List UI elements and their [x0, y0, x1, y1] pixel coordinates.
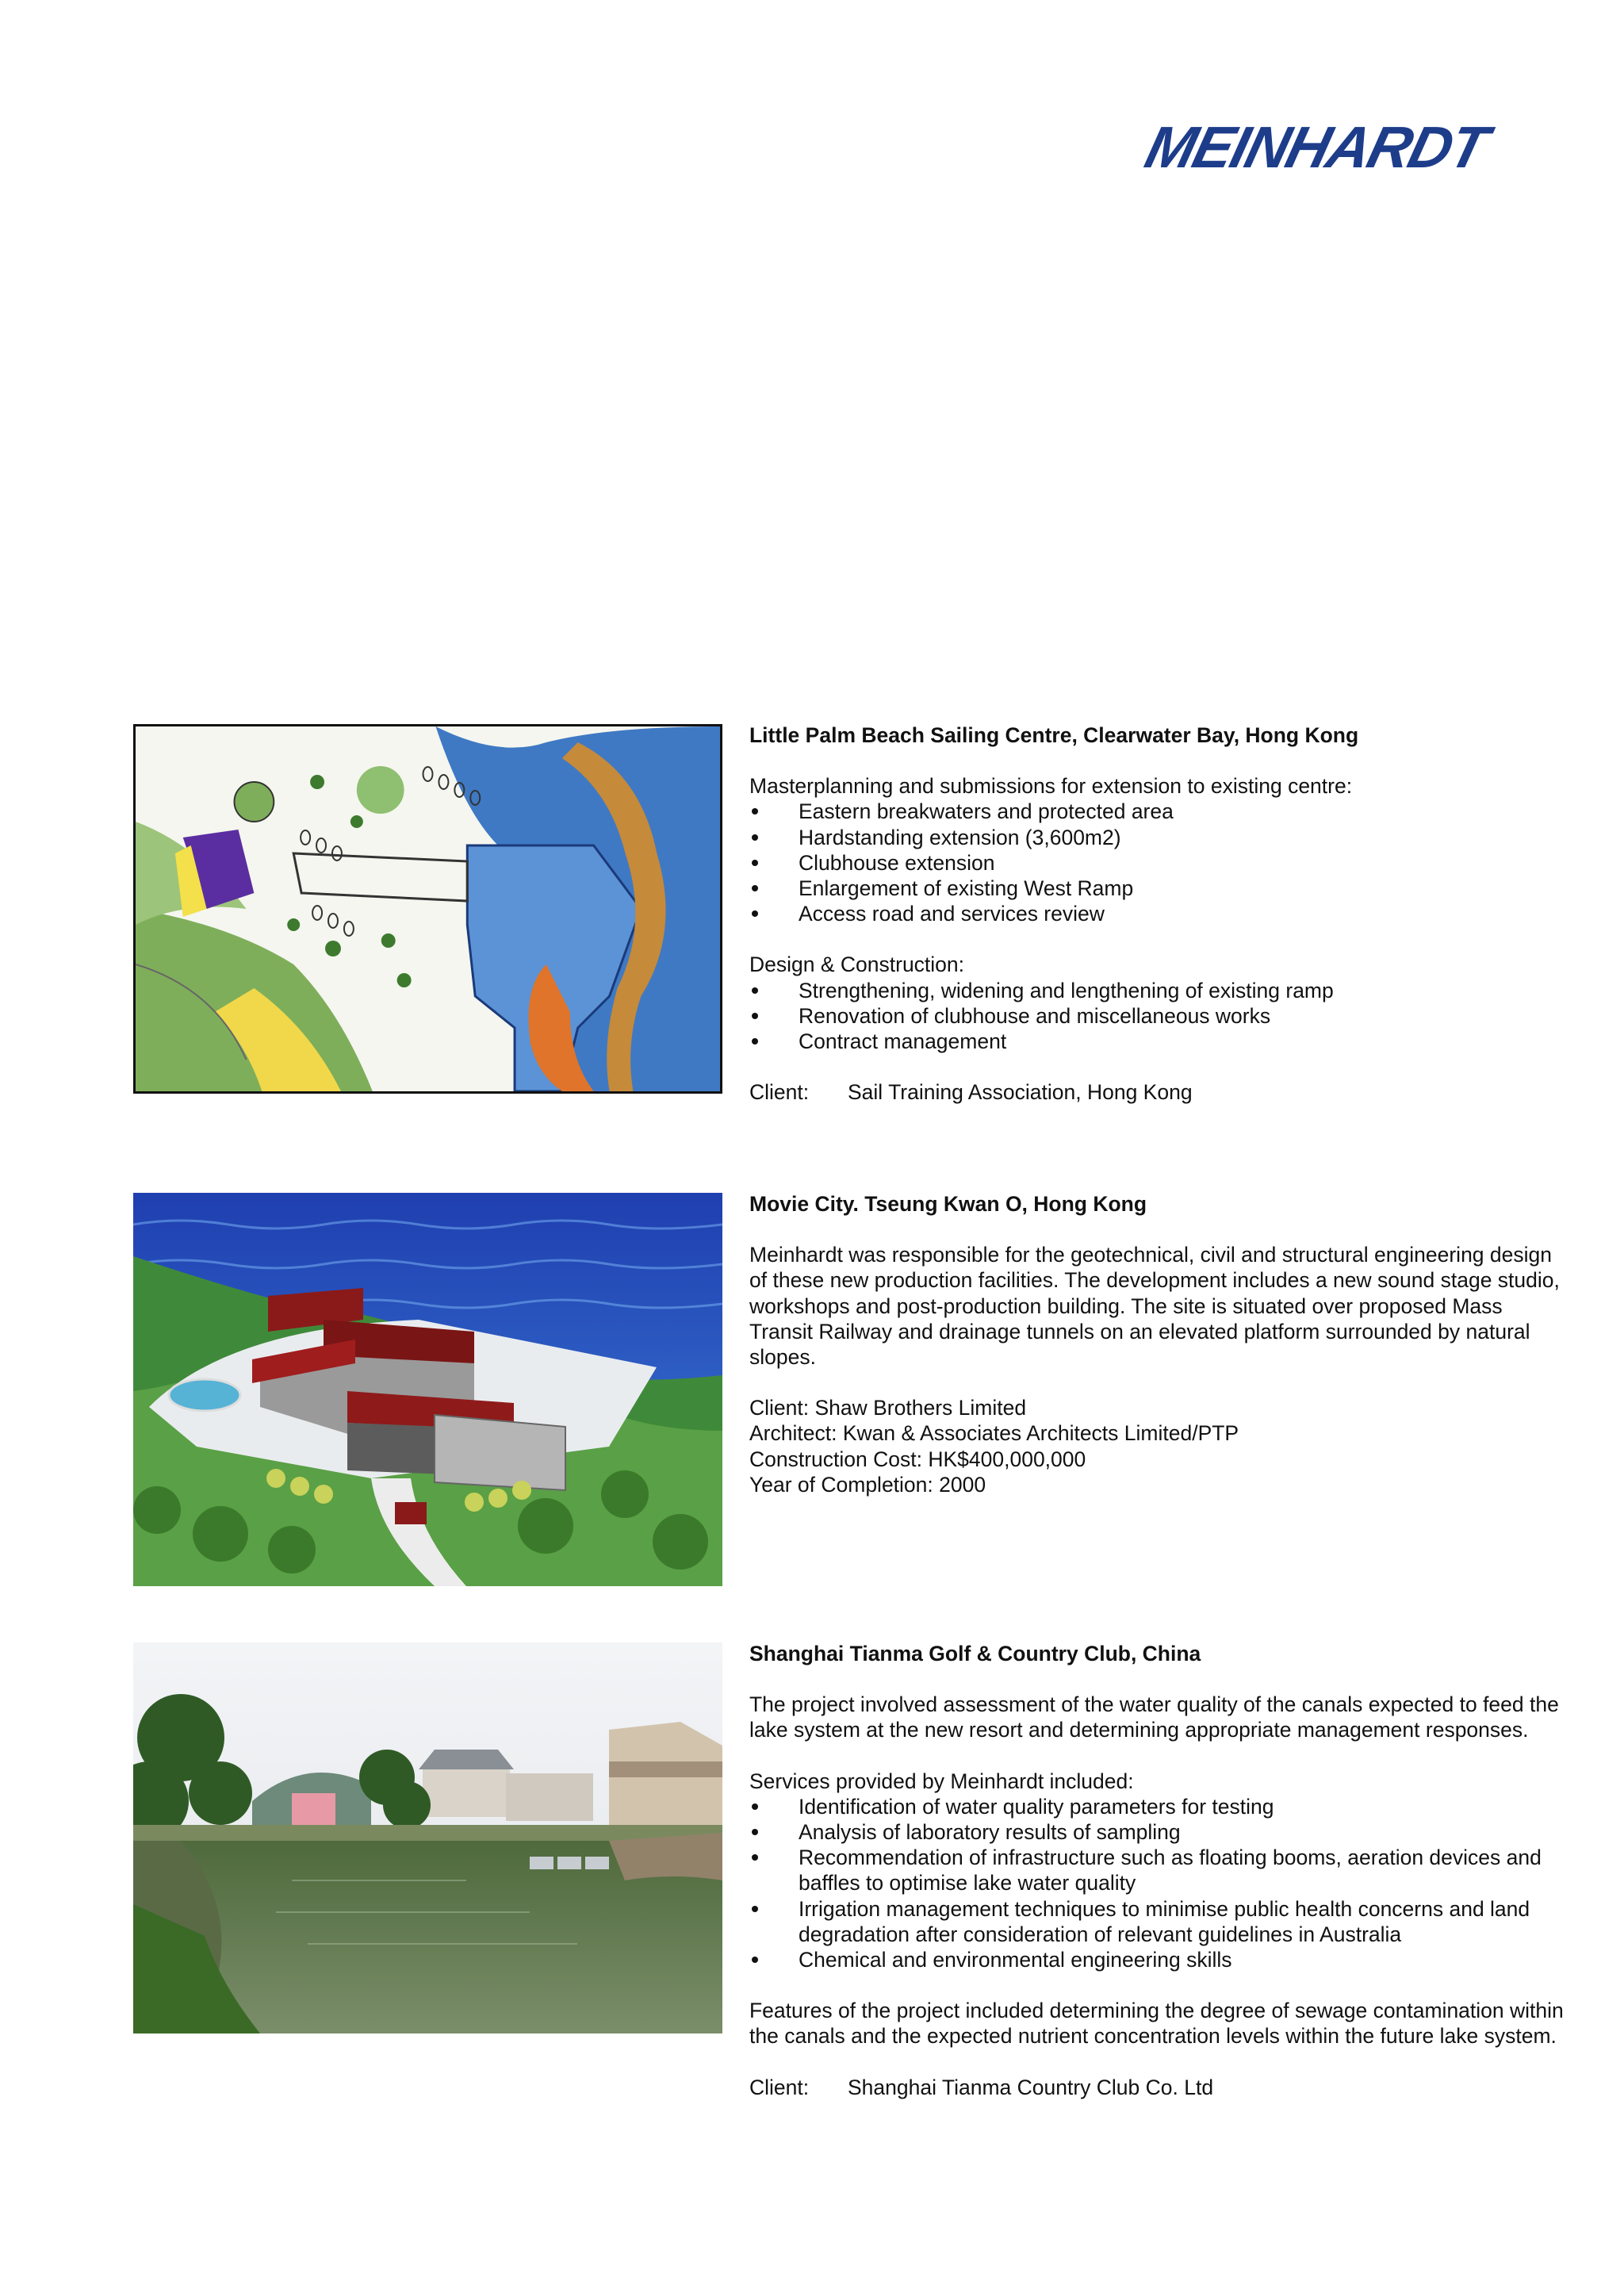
list-item: Hardstanding extension (3,600m2) [749, 825, 1566, 850]
bullet-list [749, 978, 1566, 1055]
client-value: Sail Training Association, Hong Kong [848, 1080, 1193, 1105]
list-item: Clubhouse extension [749, 850, 1566, 876]
movie-city-rendering-image [133, 1193, 722, 1586]
section-heading: Masterplanning and submissions for extension to existing centre: [749, 774, 1353, 799]
client-row [749, 2075, 1566, 2100]
list-item: Identification of water quality parameters for testing [749, 1794, 1566, 1819]
detail-year-of-completion: Year of Completion: 2000 [749, 1472, 986, 1497]
bullet-list [749, 1794, 1566, 1972]
sailing-centre-plan-image [133, 724, 722, 1094]
services-heading: Services provided by Meinhardt included: [749, 1769, 1134, 1793]
list-item: Contract management [749, 1029, 1566, 1054]
list-item: Eastern breakwaters and protected area [749, 799, 1566, 824]
project-tianma-golf [749, 1641, 1566, 2100]
project-title: Shanghai Tianma Golf & Country Club, China [749, 1642, 1201, 1665]
client-label: Client: [749, 2075, 810, 2099]
list-item: Strengthening, widening and lengthening of existing ramp [749, 978, 1566, 1003]
project-details [749, 1395, 1566, 1497]
client-label: Client: [749, 1080, 810, 1105]
section-heading: Design & Construction: [749, 953, 965, 977]
project-features: Features of the project included determining the degree of sewage contamination within the canals and the expected nutrient concentration levels within the future lake system. [749, 1999, 1564, 2049]
project-title: Little Palm Beach Sailing Centre, Clearwater Bay, Hong Kong [749, 723, 1359, 747]
tianma-canal-photo [133, 1642, 722, 2033]
project-title: Movie City. Tseung Kwan O, Hong Kong [749, 1192, 1147, 1216]
project-sailing-centre [749, 723, 1566, 1105]
detail-construction-cost: Construction Cost: HK$400,000,000 [749, 1447, 1086, 1471]
project-movie-city [749, 1191, 1566, 1497]
list-item: Recommendation of infrastructure such as floating booms, aeration devices and baffles to optimise lake water quality [749, 1845, 1566, 1895]
logo-text: MEINHARDT [1139, 113, 1494, 180]
list-item: Renovation of clubhouse and miscellaneous works [749, 1003, 1566, 1029]
client-value: Shanghai Tianma Country Club Co. Ltd [848, 2075, 1214, 2099]
project-description: The project involved assessment of the water quality of the canals expected to feed the lake system at the new resort and determining appropriate management responses. [749, 1692, 1559, 1742]
client-row [749, 1079, 1566, 1105]
project-description: Meinhardt was responsible for the geotechnical, civil and structural engineering design of these new production facilities. The development includes a new sound stage studio, workshops and post-production building. The site is situated over proposed Mass Transit Railway and drainage tunnels on an elevated platform surrounded by natural slopes. [749, 1243, 1560, 1370]
detail-architect: Architect: Kwan & Associates Architects Limited/PTP [749, 1421, 1239, 1446]
meinhardt-logo [1139, 113, 1494, 180]
list-item: Chemical and environmental engineering skills [749, 1947, 1566, 1972]
list-item: Enlargement of existing West Ramp [749, 876, 1566, 901]
list-item: Access road and services review [749, 901, 1566, 926]
detail-client: Client: Shaw Brothers Limited [749, 1396, 1027, 1420]
bullet-list [749, 799, 1566, 926]
list-item: Analysis of laboratory results of sampling [749, 1819, 1566, 1845]
list-item: Irrigation management techniques to minimise public health concerns and land degradation after consideration of relevant guidelines in Australia [749, 1896, 1566, 1947]
